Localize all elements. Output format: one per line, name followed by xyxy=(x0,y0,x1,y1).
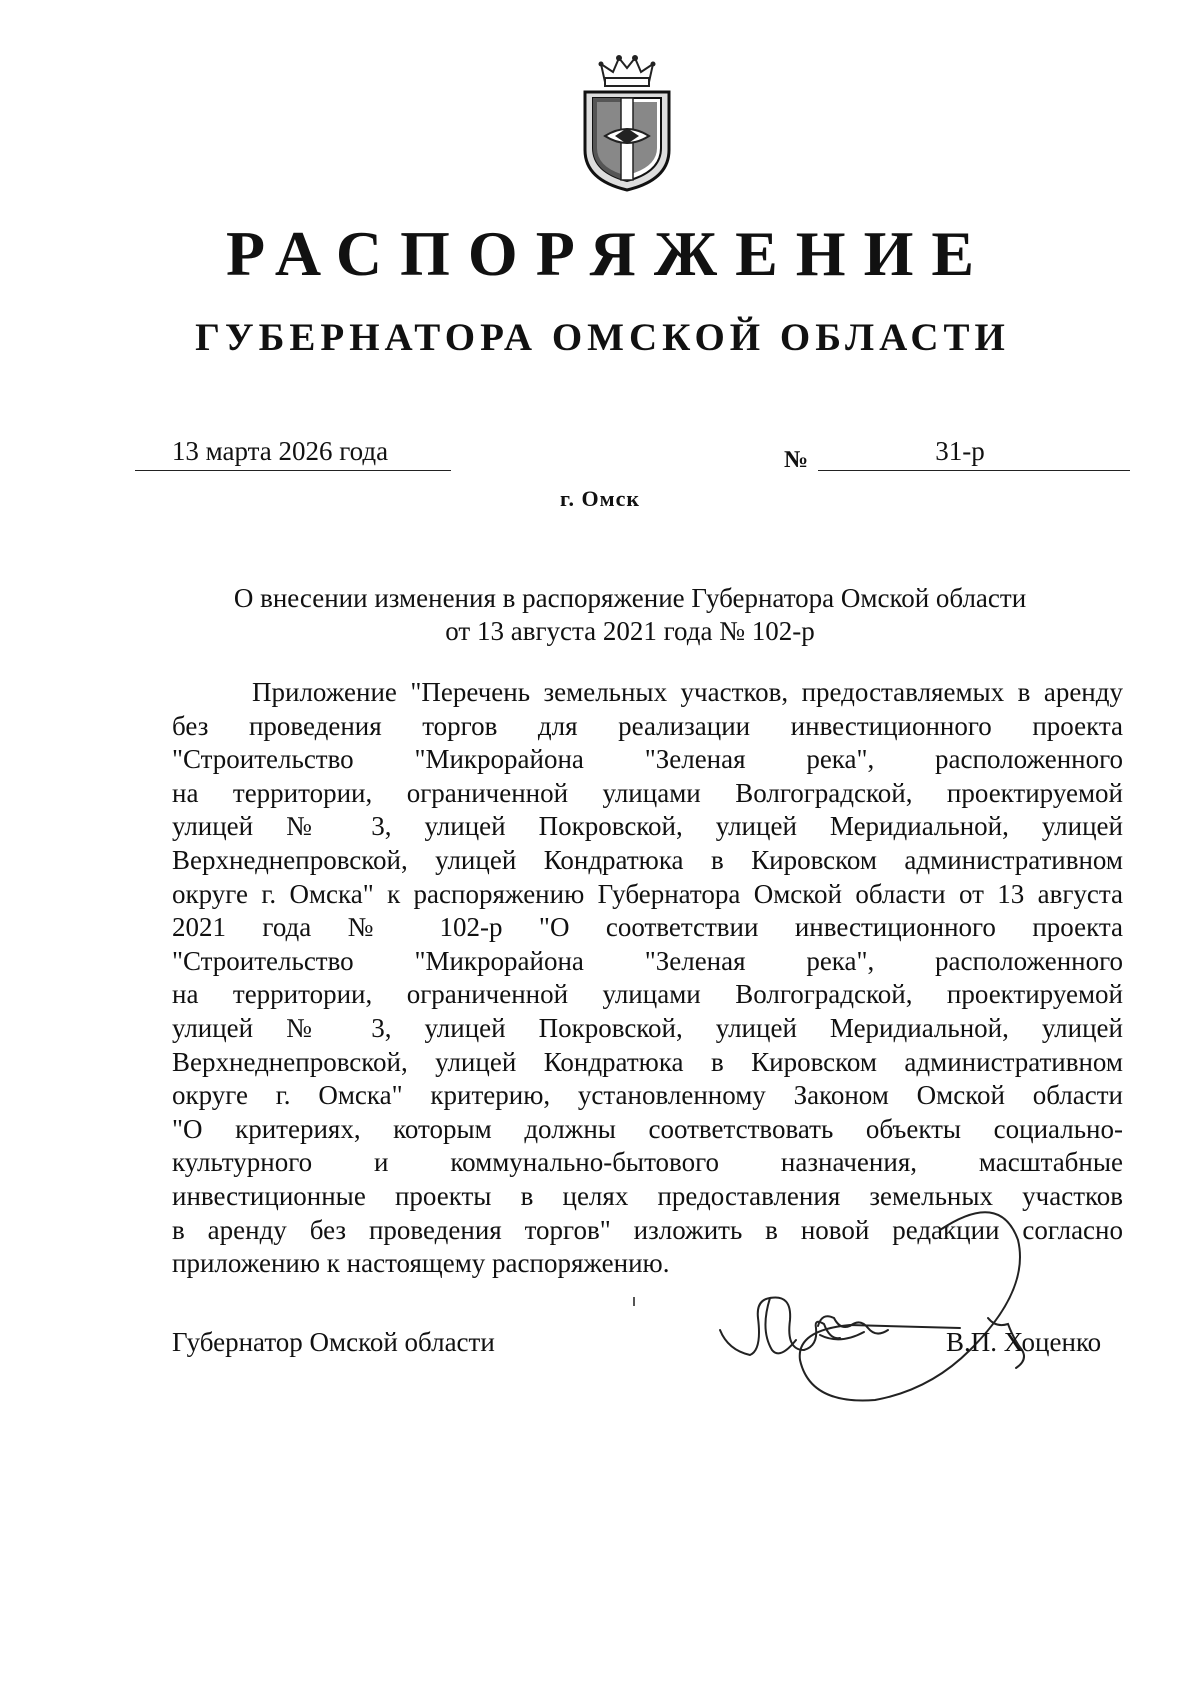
number-sign: № xyxy=(784,447,809,473)
body-line: Верхнеднепровской, улицей Кондратюка в Кировском административном xyxy=(172,844,1123,875)
coat-of-arms-icon xyxy=(575,52,679,192)
document-date: 13 марта 2026 года xyxy=(171,436,389,466)
document-subject xyxy=(150,582,1110,648)
subject-line: О внесении изменения в распоряжение Губернатора Омской области xyxy=(233,583,1027,613)
number-underline xyxy=(818,470,1130,471)
body-line: на территории, ограниченной улицами Волгоградской, проектируемой xyxy=(172,777,1123,808)
document-body xyxy=(172,676,1123,1281)
handwritten-signature-icon xyxy=(700,1200,1100,1410)
body-line: инвестиционные проекты в целях предоставления земельных участков xyxy=(172,1180,1123,1211)
body-line: округе г. Омска" критерию, установленному Законом Омской области xyxy=(172,1080,1123,1111)
document-city: г. Омск xyxy=(559,486,641,511)
body-line: 2021 года № 102-р "О соответствии инвестиционного проекта xyxy=(172,912,1123,943)
body-line: округе г. Омска" к распоряжению Губернатора Омской области от 13 августа xyxy=(172,878,1123,909)
body-line: без проведения торгов для реализации инвестиционного проекта xyxy=(172,710,1123,741)
body-line: улицей № 3, улицей Покровской, улицей Меридиальной, улицей xyxy=(172,1012,1123,1043)
document-number: 31-р xyxy=(935,436,985,466)
body-line: приложению к настоящему распоряжению. xyxy=(172,1248,670,1279)
subject-line: от 13 августа 2021 года № 102-р xyxy=(445,616,815,646)
signer-name: В.П. Хоценко xyxy=(946,1327,1102,1357)
body-line: "Строительство "Микрорайона "Зеленая река", расположенного xyxy=(172,945,1123,976)
body-line: в аренду без проведения торгов" изложить в новой редакции согласно xyxy=(172,1214,1123,1245)
body-line: Приложение "Перечень земельных участков, предоставляемых в аренду xyxy=(252,677,1123,707)
document-subtitle: ГУБЕРНАТОРА ОМСКОЙ ОБЛАСТИ xyxy=(195,316,1010,359)
body-line: на территории, ограниченной улицами Волгоградской, проектируемой xyxy=(172,979,1123,1010)
body-line: культурного и коммунально-бытового назначения, масштабные xyxy=(172,1147,1123,1178)
body-line: "О критериях, которым должны соответствовать объекты социально- xyxy=(172,1113,1123,1144)
body-line: "Строительство "Микрорайона "Зеленая река", расположенного xyxy=(172,744,1123,775)
date-underline xyxy=(135,470,451,471)
body-line: Верхнеднепровской, улицей Кондратюка в Кировском административном xyxy=(172,1046,1123,1077)
document-title: РАСПОРЯЖЕНИЕ xyxy=(225,218,993,289)
signer-position: Губернатор Омской области xyxy=(172,1327,495,1357)
scan-speck xyxy=(633,1297,635,1306)
body-line: улицей № 3, улицей Покровской, улицей Меридиальной, улицей xyxy=(172,811,1123,842)
